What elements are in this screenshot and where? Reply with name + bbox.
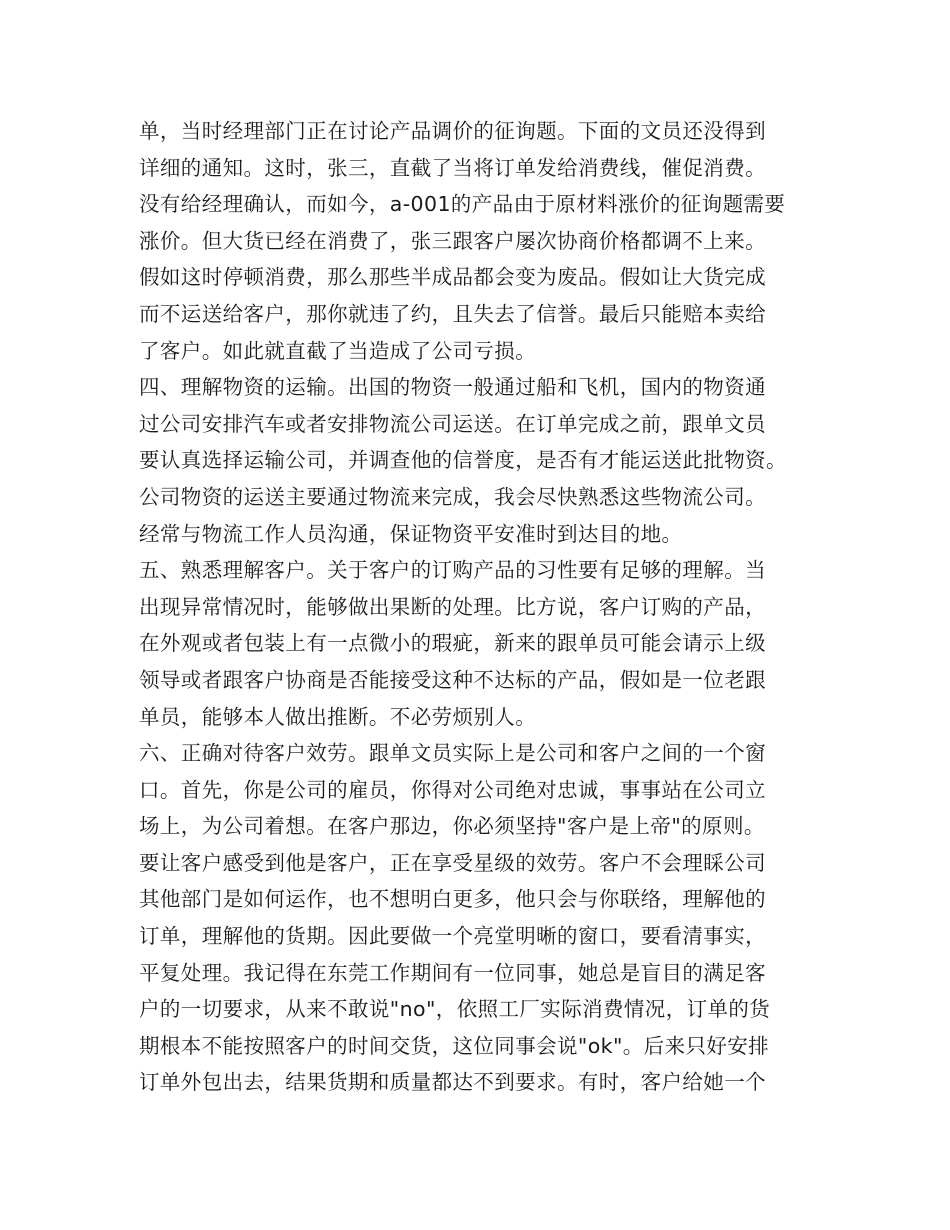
text-line: 涨价。但大货已经在消费了，张三跟客户屡次协商价格都调不上来。 xyxy=(139,228,766,253)
text-line: 了客户。如此就直截了当造成了公司亏损。 xyxy=(139,338,537,363)
text-line: 要认真选择运输公司，并调查他的信誉度，是否有才能运送此批物资。 xyxy=(139,448,787,473)
text-line: 领导或者跟客户协商是否能接受这种不达标的产品，假如是一位老跟 xyxy=(139,667,766,692)
text-line: 订单外包出去，结果货期和质量都达不到要求。有时，客户给她一个 xyxy=(139,1070,766,1095)
text-line: 平复处理。我记得在东莞工作期间有一位同事，她总是盲目的满足客 xyxy=(139,960,766,985)
body-text xyxy=(139,113,829,1101)
text-line: 而不运送给客户，那你就违了约，且失去了信誉。最后只能赔本卖给 xyxy=(139,301,766,326)
text-line: 其他部门是如何运作，也不想明白更多，他只会与你联络，理解他的 xyxy=(139,887,766,912)
text-line: 没有给经理确认，而如今，a-001的产品由于原材料涨价的征询题需要 xyxy=(139,192,786,217)
text-line: 要让客户感受到他是客户，正在享受星级的效劳。客户不会理睬公司 xyxy=(139,850,766,875)
text-line: 假如这时停顿消费，那么那些半成品都会变为废品。假如让大货完成 xyxy=(139,265,766,290)
section-heading-line: 四、理解物资的运输。出国的物资一般通过船和飞机，国内的物资通 xyxy=(139,375,766,400)
text-line: 公司物资的运送主要通过物流来完成，我会尽快熟悉这些物流公司。 xyxy=(139,484,766,509)
text-line: 场上，为公司着想。在客户那边，你必须坚持"客户是上帝"的原则。 xyxy=(139,814,765,839)
text-line: 口。首先，你是公司的雇员，你得对公司绝对忠诚，事事站在公司立 xyxy=(139,777,766,802)
text-line: 出现异常情况时，能够做出果断的处理。比方说，客户订购的产品， xyxy=(139,594,766,619)
section-heading-line: 六、正确对待客户效劳。跟单文员实际上是公司和客户之间的一个窗 xyxy=(139,741,766,766)
section-heading-line: 五、熟悉理解客户。关于客户的订购产品的习性要有足够的理解。当 xyxy=(139,558,766,583)
text-line: 订单，理解他的货期。因此要做一个亮堂明晰的窗口，要看清事实， xyxy=(139,924,766,949)
text-line: 期根本不能按照客户的时间交货，这位同事会说"ok"。后来只好安排 xyxy=(139,1033,770,1058)
text-line: 单，当时经理部门正在讨论产品调价的征询题。下面的文员还没得到 xyxy=(139,119,766,143)
text-line: 过公司安排汽车或者安排物流公司运送。在订单完成之前，跟单文员 xyxy=(139,411,766,436)
text-line: 户的一切要求，从来不敢说"no"，依照工厂实际消费情况，订单的货 xyxy=(139,997,771,1022)
text-line: 经常与物流工作人员沟通，保证物资平安准时到达目的地。 xyxy=(139,521,683,546)
text-line: 单员，能够本人做出推断。不必劳烦别人。 xyxy=(139,704,537,729)
text-line: 详细的通知。这时，张三，直截了当将订单发给消费线，催促消费。 xyxy=(139,155,766,180)
text-line: 在外观或者包装上有一点微小的瑕疵，新来的跟单员可能会请示上级 xyxy=(139,631,766,656)
